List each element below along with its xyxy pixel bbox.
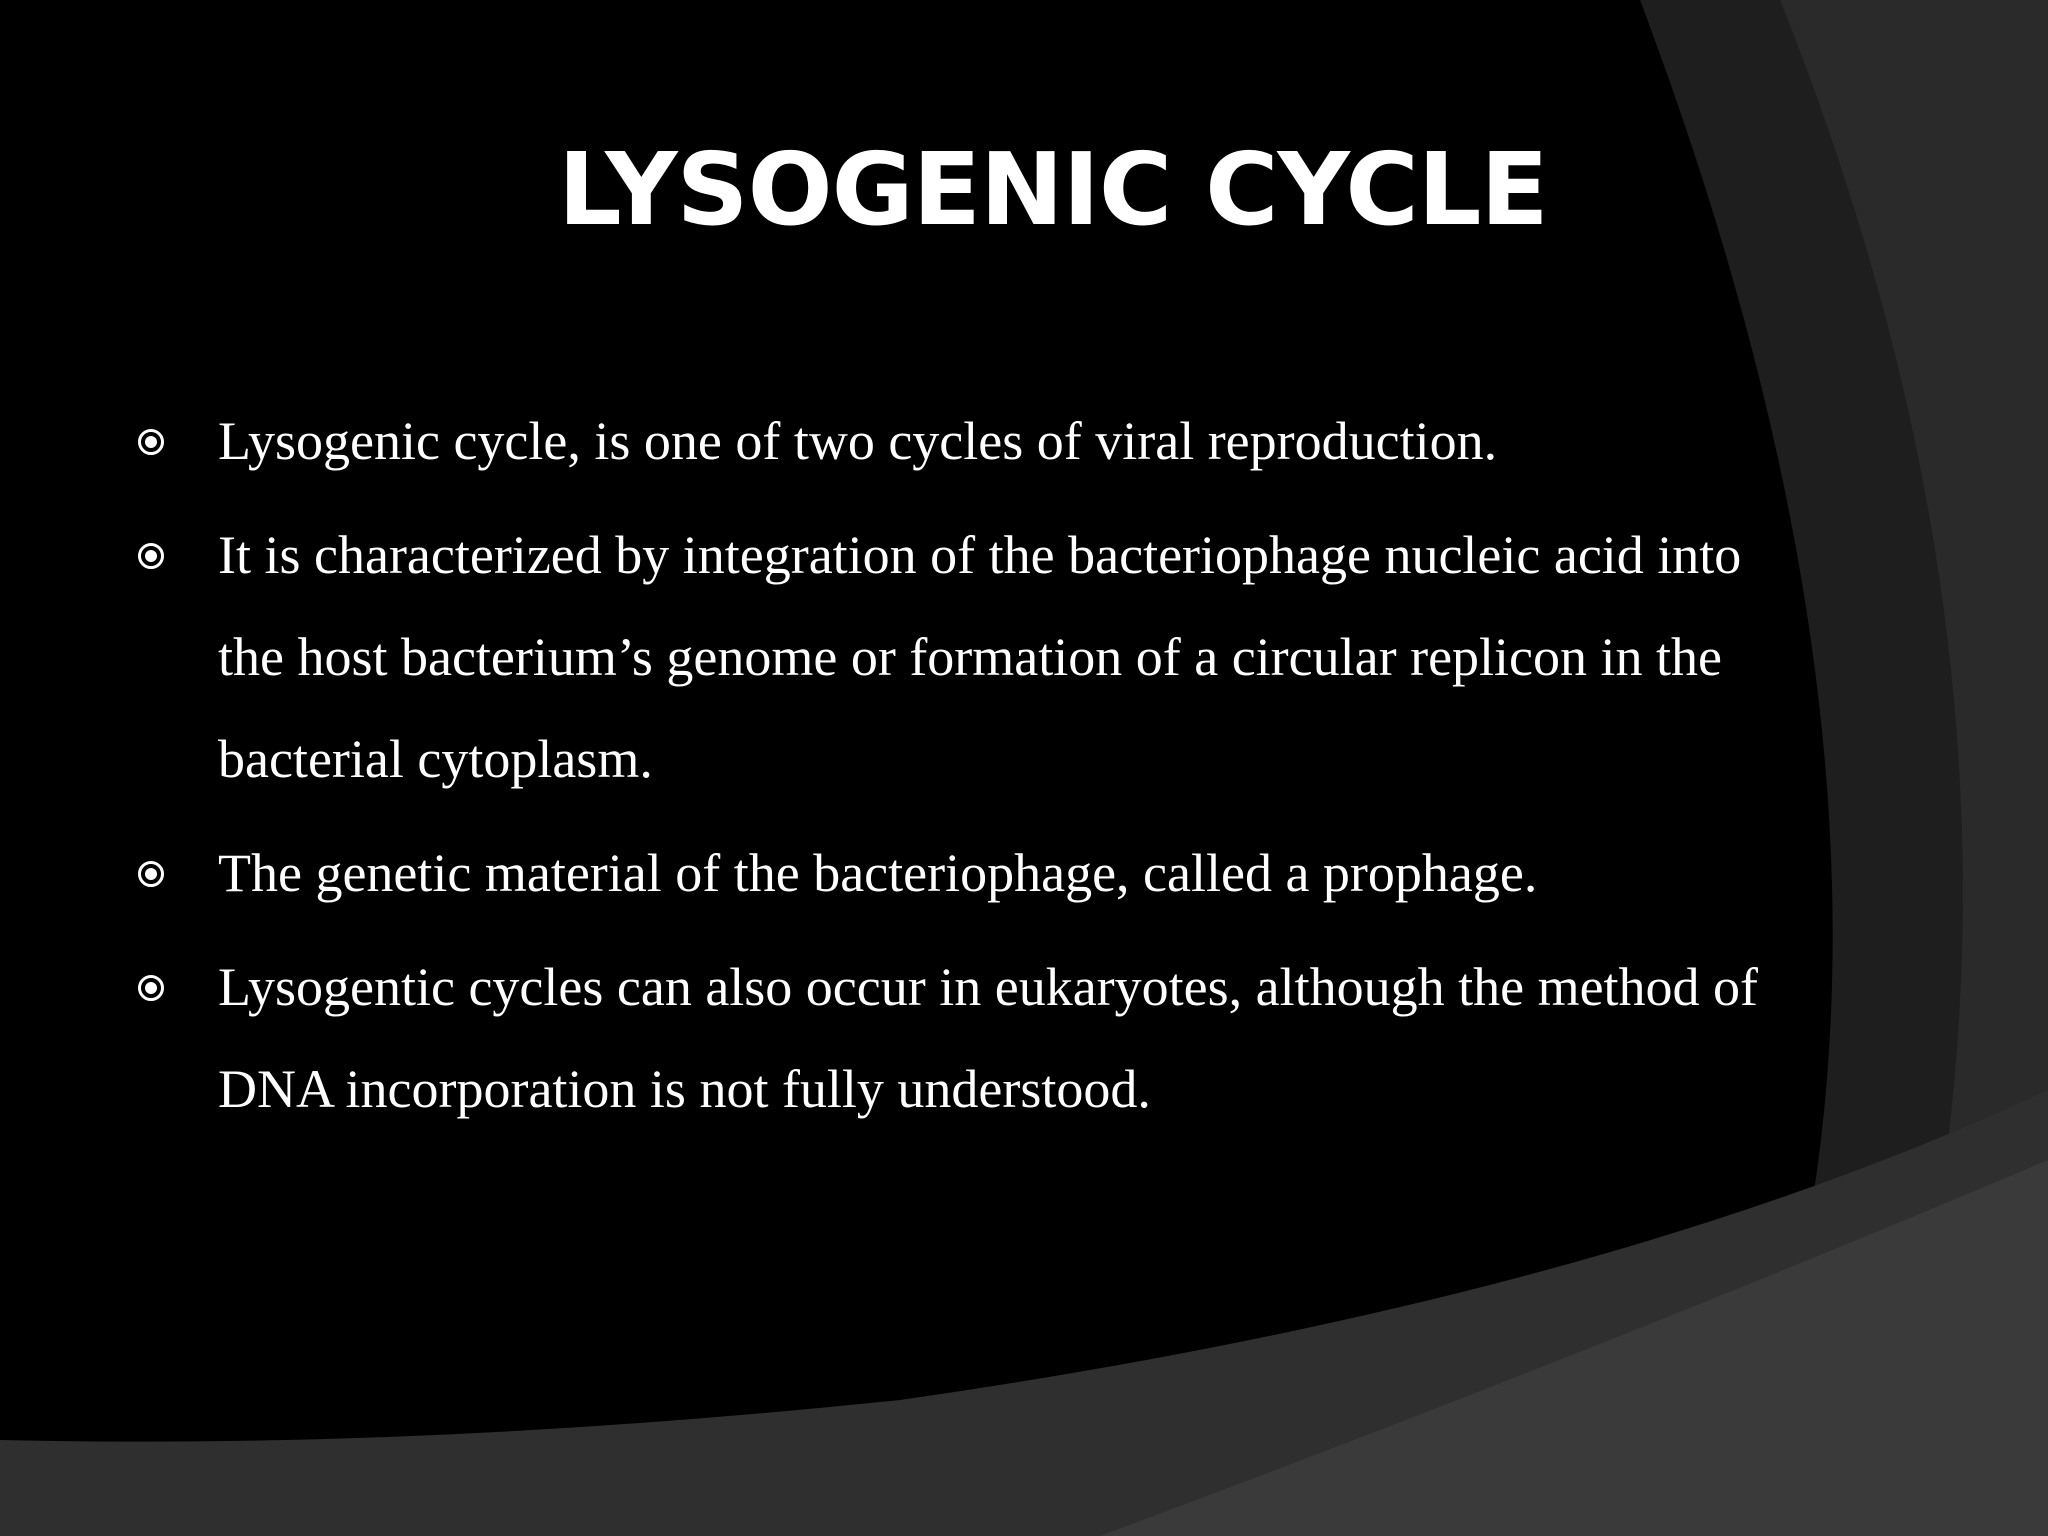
bullet-text: Lysogenic cycle, is one of two cycles of viral reproduction.: [218, 411, 1498, 471]
bullet-item: [132, 504, 1792, 810]
circled-dot-icon: [137, 428, 165, 456]
bullet-list: [132, 390, 1792, 1152]
bullet-item: [132, 936, 1792, 1140]
circled-dot-icon: [137, 974, 165, 1002]
circled-dot-icon: [137, 542, 165, 570]
bullet-text: Lysogentic cycles can also occur in eukaryotes, although the method of DNA incorporation is not fully understood.: [218, 957, 1759, 1119]
bullet-text: It is characterized by integration of the bacteriophage nucleic acid into the host bacterium’s genome or formation of a circular replicon in the bacterial cytoplasm.: [218, 525, 1742, 789]
bullet-item: [132, 822, 1792, 924]
bullet-text: The genetic material of the bacteriophage, called a prophage.: [218, 843, 1538, 903]
bullet-item: [132, 390, 1792, 492]
slide-title: LYSOGENIC CYCLE: [558, 131, 1548, 248]
circled-dot-icon: [137, 860, 165, 888]
